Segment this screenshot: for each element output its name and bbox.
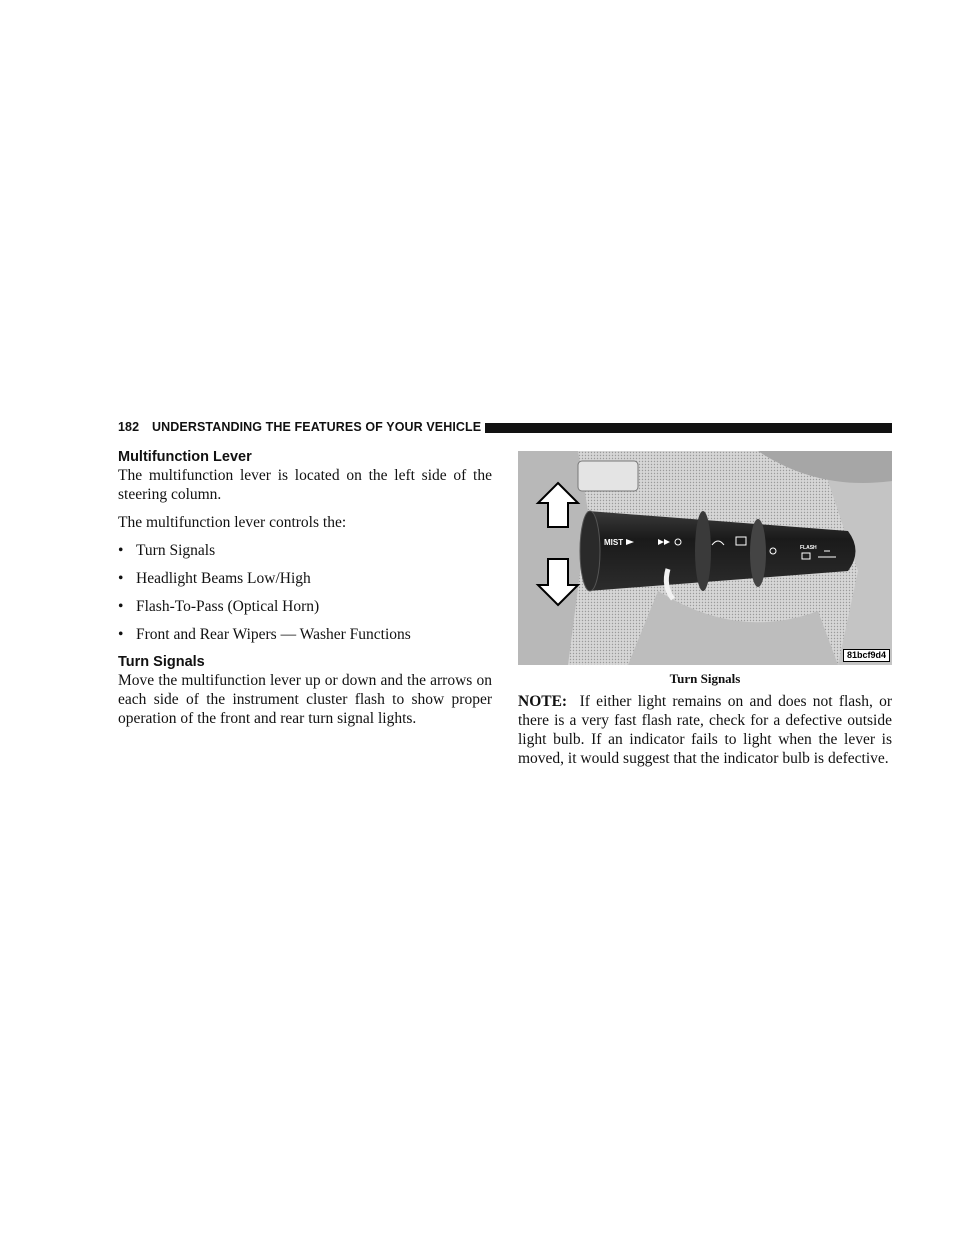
note-label: NOTE:	[518, 693, 568, 710]
right-column	[518, 451, 892, 768]
header-rule	[485, 423, 892, 433]
list-item	[118, 541, 492, 560]
bullet-icon: •	[118, 542, 124, 559]
list-item-text: Turn Signals	[136, 542, 216, 559]
bullet-icon: •	[118, 598, 124, 615]
left-column	[118, 448, 492, 728]
paragraph-turn-signals: Move the multifunction lever up or down and the arrows on each side of the instrument cluster flash to show proper operation of the front and rear turn signal lights.	[118, 672, 492, 727]
list-item	[118, 625, 492, 644]
paragraph-lever-location: The multifunction lever is located on the left side of the steering column.	[118, 467, 492, 503]
flash-label: FLASH	[800, 545, 817, 551]
list-item-text: Front and Rear Wipers — Washer Functions	[136, 626, 411, 643]
multifunction-lever-figure	[518, 451, 892, 665]
section-title: UNDERSTANDING THE FEATURES OF YOUR VEHICLE	[152, 420, 482, 434]
figure-caption: Turn Signals	[669, 671, 741, 686]
paragraph-lever-controls: The multifunction lever controls the:	[118, 514, 347, 531]
page-number: 182	[118, 420, 140, 434]
mist-label: MIST	[604, 538, 624, 547]
list-item	[118, 569, 492, 588]
bullet-icon: •	[118, 626, 124, 643]
page-header	[118, 418, 892, 438]
list-item-text: Headlight Beams Low/High	[136, 570, 311, 587]
bullet-icon: •	[118, 570, 124, 587]
controls-list	[118, 541, 492, 644]
list-item-text: Flash-To-Pass (Optical Horn)	[136, 598, 320, 615]
figure-code: 81bcf9d4	[843, 649, 890, 662]
lever-illustration	[518, 451, 892, 665]
note-paragraph	[518, 692, 892, 768]
list-item	[118, 597, 492, 616]
heading-turn-signals: Turn Signals	[118, 654, 205, 670]
heading-multifunction-lever: Multifunction Lever	[118, 449, 252, 465]
note-text: If either light remains on and does not flash, or there is a very fast flash rate, check for a defective outside light bulb. If an indicator fails to light when the lever is moved, it would suggest that the indicator bulb is defective.	[518, 693, 893, 767]
